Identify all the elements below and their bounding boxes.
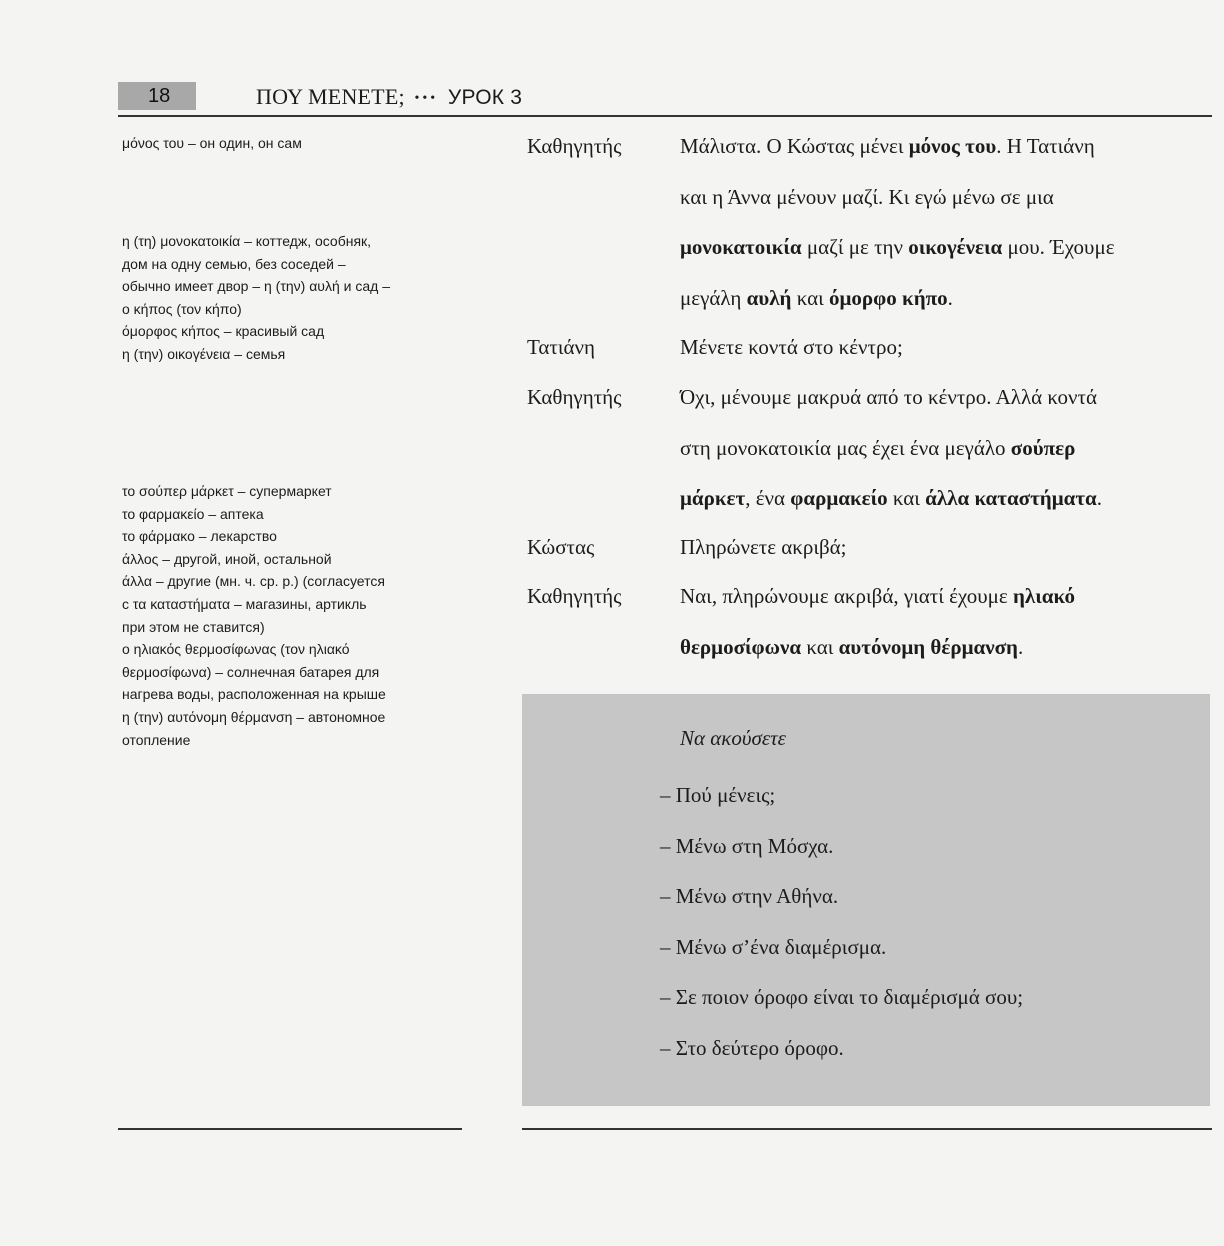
dialogue-text: .: [1096, 486, 1102, 510]
dialogue-line: [680, 273, 1200, 324]
vocab-line: при этом не ставится): [122, 618, 265, 635]
listening-line: – Μένω στην Αθήνα.: [660, 884, 839, 908]
vocab-line: η (την) αυτόνομη θέρμανση – автономное: [122, 708, 386, 725]
dialogue-text: . Η Τατιάνη: [996, 134, 1095, 158]
vocab-highlight: όμορφο κήπο: [829, 285, 948, 310]
speaker-name: Καθηγητής: [527, 584, 622, 608]
speaker-name: Καθηγητής: [527, 134, 622, 158]
vocab-line: ο κήπος (τον κήπο): [122, 300, 242, 317]
vocab-highlight: φαρμακείο: [790, 486, 888, 510]
dialogue-line: [680, 121, 1200, 172]
vocab-highlight: μάρκετ: [680, 486, 746, 510]
dialogue-line: [680, 372, 1200, 423]
vocab-highlight: μόνος του: [908, 134, 997, 158]
dialogue-text: .: [947, 285, 953, 310]
listening-line: – Στο δεύτερο όροφο.: [660, 1035, 844, 1060]
vocab-line: θερμοσίφωνα) – солнечная батарея для: [122, 663, 380, 680]
dialogue-line: [680, 322, 1200, 373]
listening-line: – Πού μένεις;: [660, 783, 776, 807]
vocab-line: с τα καταστήματα – магазины, артикль: [122, 595, 367, 612]
vocab-line: όμορφος κήπος – красивый сад: [122, 323, 325, 340]
dialogue-text: Μάλιστα. Ο Κώστας μένει: [680, 134, 909, 158]
vocab-line: το φάρμακο – лекарство: [122, 528, 277, 545]
chapter-title: ΠΟΥ ΜΕΝΕΤΕ;: [256, 84, 405, 109]
dialogue-text: και: [791, 285, 830, 310]
listening-line: – Σε ποιον όροφο είναι το διαμέρισμά σου;: [660, 985, 1024, 1009]
dialogue-text: , ένα: [745, 486, 791, 510]
vocab-highlight: αυλή: [746, 285, 792, 310]
vocab-highlight: οικογένεια: [908, 235, 1003, 259]
dialogue-line: [680, 622, 1200, 673]
vocab-highlight: αυτόνομη θέρμανση: [838, 634, 1018, 659]
dialogue-line: [680, 172, 1200, 223]
dialogue-text: Πληρώνετε ακριβά;: [680, 535, 847, 559]
header-bullets: •••: [414, 90, 439, 106]
vocab-highlight: σούπερ: [1010, 435, 1076, 460]
vocab-line: μόνος του – он один, он сам: [122, 135, 302, 151]
page-number: 18: [118, 82, 196, 110]
speaker-name: Καθηγητής: [527, 385, 622, 409]
vocab-line: το φαρμακείο – аптека: [122, 505, 264, 522]
vocab-line: ο ηλιακός θερμοσίφωνας (τον ηλιακό: [122, 641, 350, 658]
vocab-line: обычно имеет двор – η (την) αυλή и сад –: [122, 278, 390, 295]
header-rule: [118, 115, 1212, 117]
vocab-block-2: [122, 230, 462, 366]
vocab-line: дом на одну семью, без соседей –: [122, 255, 346, 272]
dialogue-turn: [680, 522, 1200, 573]
vocab-highlight: άλλα καταστήματα: [925, 486, 1097, 510]
dialogue-text: Μένετε κοντά στο κέντρο;: [680, 335, 903, 359]
left-footer-rule: [118, 1128, 462, 1130]
dialogue-turn: [680, 372, 1200, 524]
vocab-block-1: [122, 132, 462, 155]
vocab-line: το σούπερ μάρκετ – супермаркет: [122, 483, 332, 499]
dialogue-text: μεγάλη: [680, 285, 747, 310]
dialogue-text: Ναι, πληρώνουμε ακριβά, γιατί έχουμε: [680, 584, 1013, 608]
speaker-name: Κώστας: [527, 535, 595, 559]
listening-line: – Μένω σ’ένα διαμέρισμα.: [660, 934, 887, 959]
dialogue-text: και: [887, 486, 926, 510]
dialogue-turn: [680, 571, 1200, 672]
dialogue-turn: [680, 322, 1200, 373]
vocab-line: άλλα – другие (мн. ч. ср. р.) (согласуется: [122, 573, 385, 590]
vocab-line: отопление: [122, 731, 191, 748]
dialogue-line: [680, 522, 1200, 573]
lesson-label: УРОК 3: [447, 86, 523, 109]
dialogue-text: στη μονοκατοικία μας έχει ένα μεγάλο: [680, 435, 1011, 460]
dialogue-text: και η Άννα μένουν μαζί. Κι εγώ μένω σε μια: [680, 184, 1054, 209]
dialogue-text: μου. Έχουμε: [1002, 235, 1115, 259]
right-footer-rule: [522, 1128, 1212, 1130]
dialogue-text: και: [801, 634, 839, 659]
vocab-line: η (την) οικογένεια – семья: [122, 345, 286, 362]
dialogue-line: [680, 473, 1200, 524]
vocab-highlight: ηλιακό: [1013, 584, 1076, 608]
dialogue-line: [680, 571, 1200, 622]
dialogue-text: .: [1017, 634, 1024, 659]
dialogue-text: Όχι, μένουμε μακρυά από το κέντρο. Αλλά κοντά: [680, 385, 1097, 409]
vocab-highlight: θερμοσίφωνα: [680, 634, 802, 659]
vocab-line: нагрева воды, расположенная на крыше: [122, 686, 386, 703]
dialogue-text: μαζί με την: [801, 235, 909, 259]
dialogue-line: [680, 423, 1200, 474]
dialogue-turn: [680, 121, 1200, 323]
vocab-block-3: [122, 480, 462, 751]
vocab-highlight: μονοκατοικία: [680, 235, 802, 259]
vocab-line: η (τη) μονοκατοικία – коттедж, особняк,: [122, 233, 372, 249]
listening-title: Να ακούσετε: [680, 726, 786, 750]
vocab-line: άλλος – другой, иной, остальной: [122, 550, 332, 567]
listening-line: – Μένω στη Μόσχα.: [660, 833, 834, 858]
dialogue-line: [680, 222, 1200, 273]
running-head: [256, 84, 522, 110]
speaker-name: Τατιάνη: [527, 335, 595, 359]
listening-lines: [660, 770, 1200, 1073]
